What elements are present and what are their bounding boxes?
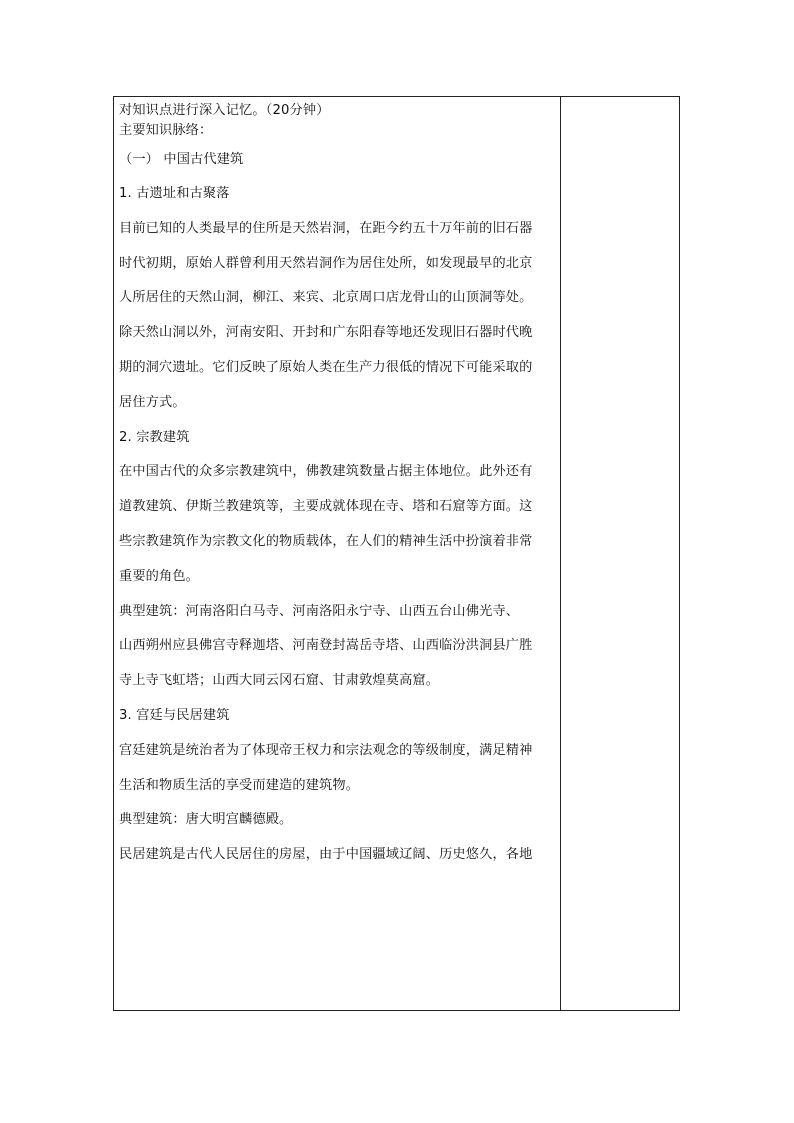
text-line: 对知识点进行深入记忆。（20分钟）	[119, 103, 330, 118]
text-line: 典型建筑：唐大明宫麟德殿。	[119, 812, 293, 828]
text-line: 民居建筑是古代人民居住的房屋，由于中国疆域辽阔、历史悠久，各地	[119, 847, 533, 863]
text-line: 些宗教建筑作为宗教文化的物质载体，在人们的精神生活中扮演着非常	[119, 533, 533, 549]
text-line: 主要知识脉络：	[119, 123, 213, 138]
text-line: 人所居住的天然山洞，柳江、来宾、北京周口店龙骨山的山顶洞等处。	[119, 290, 533, 306]
text-line: 时代初期，原始人群曾利用天然岩洞作为居住处所，如发现最早的北京	[119, 255, 533, 271]
section-heading: （一） 中国古代建筑	[119, 152, 244, 167]
text-line: 目前已知的人类最早的住所是天然岩洞，在距今约五十万年前的旧石器	[119, 220, 533, 236]
text-line: 山西朔州应县佛宫寺释迦塔、河南登封嵩岳寺塔、山西临汾洪洞县广胜	[119, 638, 533, 654]
subsection-heading: 3. 宫廷与民居建筑	[119, 707, 230, 723]
text-line: 在中国古代的众多宗教建筑中，佛教建筑数量占据主体地位。此外还有	[119, 464, 533, 480]
text-line: 生活和物质生活的享受而建造的建筑物。	[119, 777, 360, 793]
subsection-heading: 2. 宗教建筑	[119, 429, 190, 445]
text-line: 宫廷建筑是统治者为了体现帝王权力和宗法观念的等级制度，满足精神	[119, 742, 533, 758]
notes-cell	[561, 97, 679, 1010]
text-line: 除天然山洞以外，河南安阳、开封和广东阳春等地还发现旧石器时代晚	[119, 325, 533, 341]
text-line: 寺上寺飞虹塔；山西大同云冈石窟、甘肃敦煌莫高窟。	[119, 673, 440, 689]
text-line: 居住方式。	[119, 394, 186, 410]
text-line: 道教建筑、伊斯兰教建筑等，主要成就体现在寺、塔和石窟等方面。这	[119, 499, 533, 515]
text-line: 典型建筑：河南洛阳白马寺、河南洛阳永宁寺、山西五台山佛光寺、	[119, 603, 520, 619]
text-line: 期的洞穴遗址。它们反映了原始人类在生产力很低的情况下可能采取的	[119, 359, 533, 375]
lesson-content-cell	[119, 101, 555, 873]
lesson-table	[113, 96, 680, 1011]
subsection-heading: 1. 古遗址和古聚落	[119, 186, 230, 201]
text-line: 重要的角色。	[119, 568, 200, 584]
